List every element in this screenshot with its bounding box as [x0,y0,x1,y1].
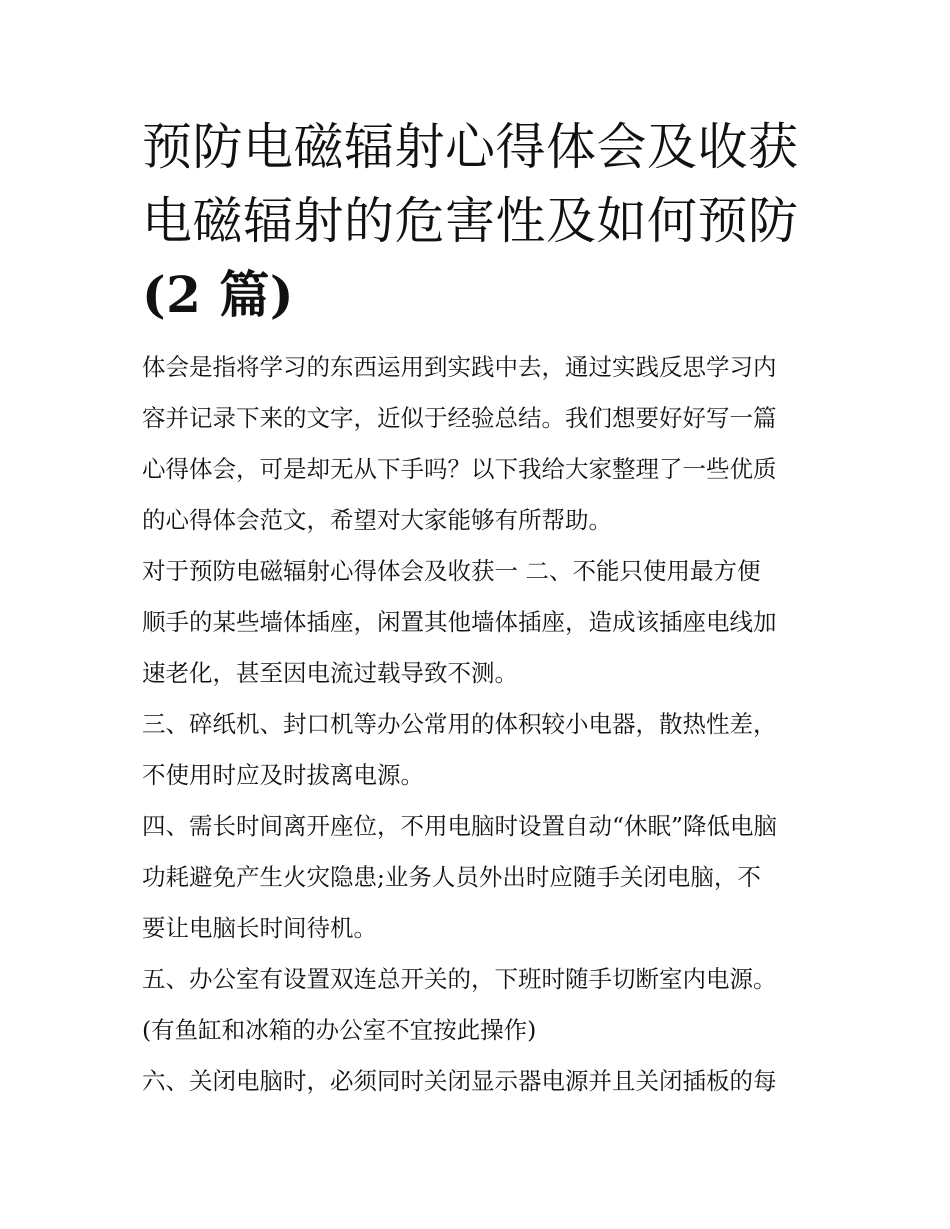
text-line: 不使用时应及时拔离电源。 [142,761,424,789]
tip-paragraph-6 [142,1056,812,1107]
title-line: (2 篇) [142,265,295,324]
text-line: 功耗避免产生火灾隐患;业务人员外出时应随手关闭电脑，不 [142,863,761,891]
tip-paragraph-3 [142,699,812,801]
text-line: 三、碎纸机、封口机等办公常用的体积较小电器，散热性差， [142,710,777,738]
text-line: 五、办公室有设置双连总开关的，下班时随手切断室内电源。 [142,965,777,993]
tip-paragraph-4 [142,801,812,954]
document-content [142,110,812,1107]
title-line: 预防电磁辐射心得体会及收获 [142,118,799,176]
text-line: 的心得体会范文，希望对大家能够有所帮助。 [142,506,612,534]
text-line: 顺手的某些墙体插座，闲置其他墙体插座，造成该插座电线加 [142,608,777,636]
text-line: 要让电脑长时间待机。 [142,914,377,942]
tip-paragraph-5 [142,954,812,1056]
text-line: 心得体会，可是却无从下手吗？以下我给大家整理了一些优质 [142,455,777,483]
text-line: 容并记录下来的文字，近似于经验总结。我们想要好好写一篇 [142,404,777,432]
text-line: 对于预防电磁辐射心得体会及收获一 二、不能只使用最方便 [142,557,761,585]
tip-paragraph-2 [142,546,812,699]
text-line: 速老化，甚至因电流过载导致不测。 [142,659,518,687]
text-line: 四、需长时间离开座位，不用电脑时设置自动“休眠”降低电脑 [142,812,778,840]
text-line: 体会是指将学习的东西运用到实践中去，通过实践反思学习内 [142,353,777,381]
document-title [142,110,812,332]
text-line: (有鱼缸和冰箱的办公室不宜按此操作) [142,1016,537,1044]
title-line: 电磁辐射的危害性及如何预防 [142,192,799,250]
intro-paragraph [142,342,812,546]
text-line: 六、关闭电脑时，必须同时关闭显示器电源并且关闭插板的每 [142,1067,777,1095]
